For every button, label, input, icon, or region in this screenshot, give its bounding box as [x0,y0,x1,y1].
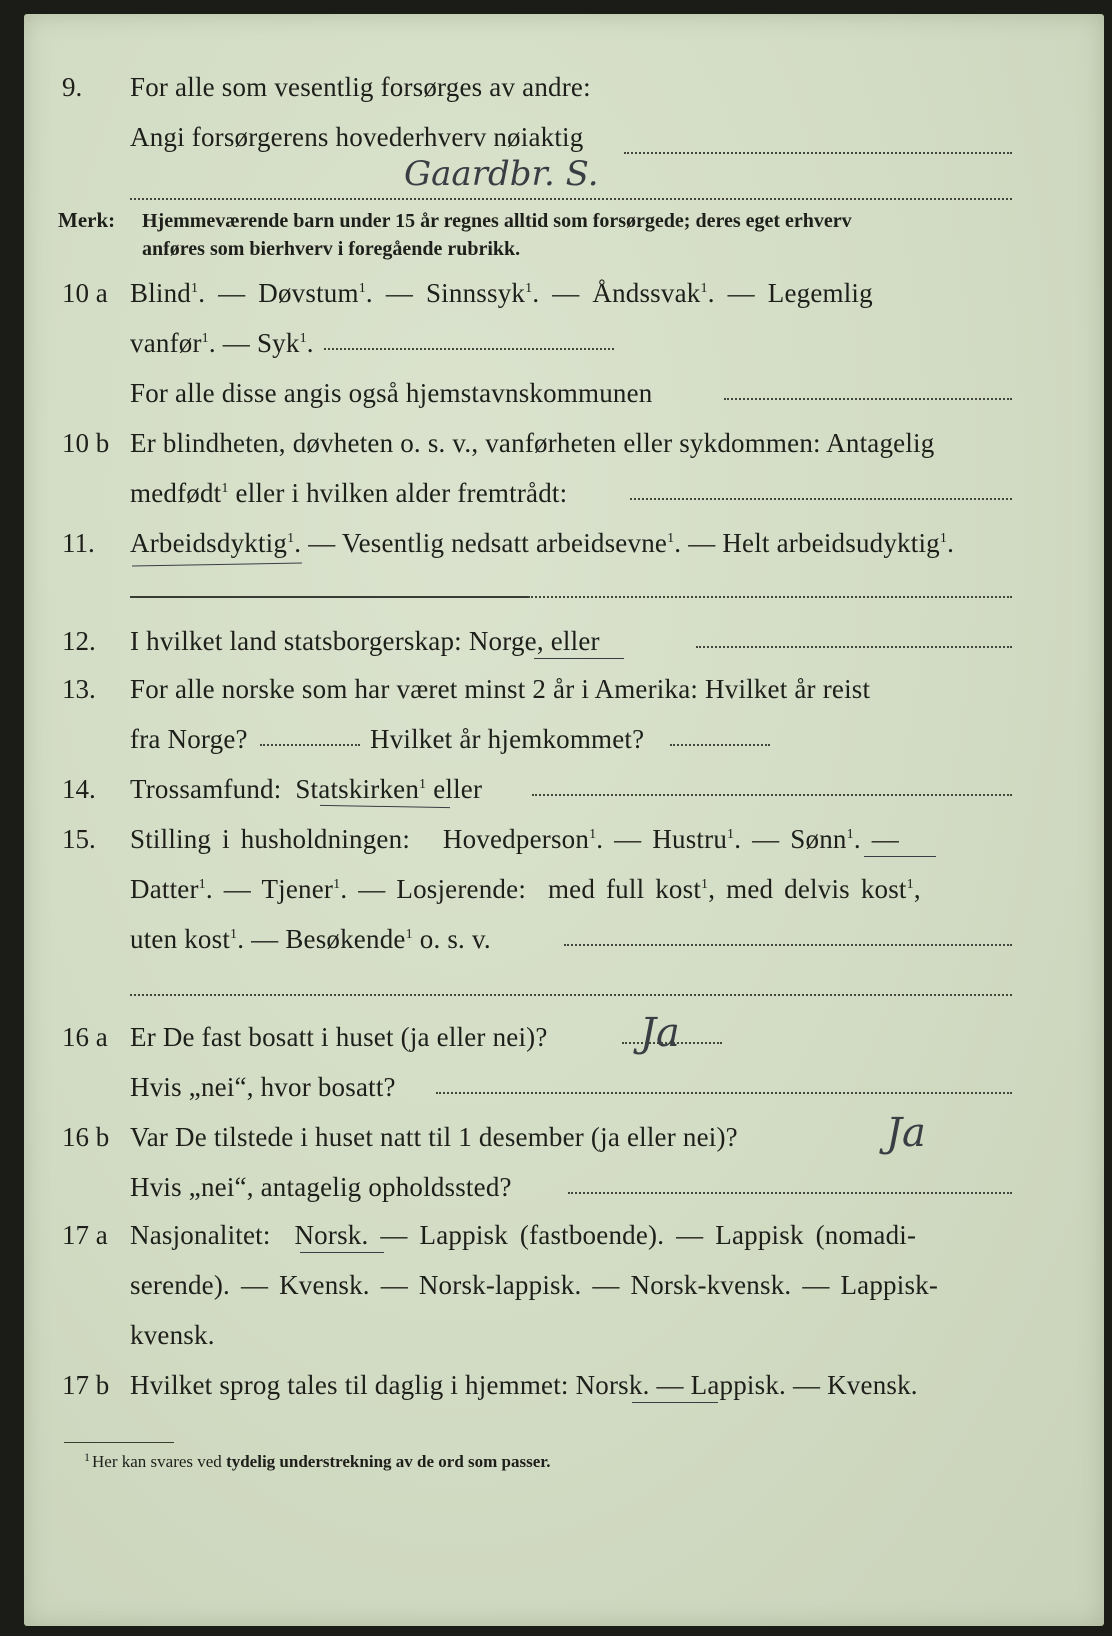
question-text: uten kost$^1$. — Besøkende$^1$ o. s. v. [130,924,491,954]
answer-line [630,498,1012,500]
handwritten-underline [632,1402,718,1403]
question-number: 16 a [62,1022,108,1052]
answer-line [724,398,1012,400]
answer-line [436,1092,1012,1094]
question-number: 9. [62,72,83,102]
answer-line [624,152,1012,154]
answer-line [696,646,1012,648]
option-norsk: Norsk. [575,1370,650,1400]
question-text: Er blindheten, døvheten o. s. v., vanførheten eller sykdommen: Antagelig [130,428,935,458]
question-text: Arbeidsdyktig$^1$. — Vesentlig nedsatt arbeidsevne$^1$. — Helt arbeidsudyktig$^1$. [130,528,955,558]
question-text: Blind$^1$. — Døvstum$^1$. — Sinnssyk$^1$. — Åndssvak$^1$. — Legemlig [130,278,873,308]
answer-line [564,944,1012,946]
question-text: Stilling i husholdningen: Hovedperson$^1$. — Hustru$^1$. — Sønn$^1$. — [130,824,899,854]
option-andssvak: Åndssvak [592,278,701,308]
question-text: vanfør$^1$. — Syk$^1$. [130,328,314,358]
handwritten-underline [132,563,302,567]
option-vanfor: vanfør [130,328,202,358]
option-arbeidsdyktig: Arbeidsdyktig [130,528,288,558]
question-text: I hvilket land statsborgerskap: Norge, eller [130,626,600,656]
question-text: Nasjonalitet: Norsk. — Lappisk (fastboende). — Lappisk (nomadi- [130,1220,917,1250]
question-text: serende). — Kvensk. — Norsk-lappisk. — Norsk-kvensk. — Lappisk- [130,1270,939,1300]
footnote: 1 Her kan svares ved tydelig understrekning av de ord som passer. [84,1450,551,1471]
question-number: 10 a [62,278,108,308]
answer-line [130,198,1012,200]
question-text: For alle norske som har været minst 2 år i Amerika: Hvilket år reist [130,674,871,704]
question-number: 17 a [62,1220,108,1250]
handwritten-underline [864,856,936,857]
answer-line [324,348,614,350]
question-number: 10 b [62,428,110,458]
answer-line [622,1042,722,1044]
question-text: Hvis „nei“, hvor bosatt? [130,1072,396,1102]
option-uten-kost: uten kost [130,924,231,954]
separator [528,596,1012,598]
question-text: For alle som vesentlig forsørges av andre: [130,72,591,102]
question-number: 11. [62,528,95,558]
option-dovstum: Døvstum [258,278,359,308]
answer-line [532,794,1012,796]
option-legemlig: Legemlig [767,278,873,308]
question-text: Angi forsørgerens hovederhverv nøiaktig [130,122,584,152]
question-number: 13. [62,674,96,704]
option-vesentlig: Vesentlig nedsatt arbeidsevne [341,528,668,558]
question-text: Er De fast bosatt i huset (ja eller nei)? [130,1022,548,1052]
note-text: Hjemmeværende barn under 15 år regnes alltid som forsørgede; deres eget erhverv [142,210,852,232]
question-number: 14. [62,774,96,804]
handwritten-answer: Gaardbr. S. [404,154,599,194]
handwritten-answer: Ja [886,1110,926,1156]
separator [130,994,1012,996]
option-helt: Helt arbeidsudyktig [722,528,940,558]
answer-line [670,744,770,746]
option-full-kost: med full kost [547,874,702,904]
census-form-page [24,14,1104,1626]
question-text: Hvis „nei“, antagelig opholdssted? [130,1172,512,1202]
question-text: Datter$^1$. — Tjener$^1$. — Losjerende: med full kost$^1$, med delvis kost$^1$, [130,874,921,904]
option-syk: Syk [256,328,300,358]
option-hustru: Hustru [652,824,728,854]
option-norsk: Norsk. [294,1220,369,1250]
note-text: anføres som bierhverv i foregående rubrikk. [142,238,521,260]
handwritten-underline [300,1252,384,1253]
handwritten-underline [534,658,624,659]
option-delvis-kost: med delvis kost [726,874,907,904]
question-number: 16 b [62,1122,110,1152]
option-blind: Blind [130,278,192,308]
question-text: Hvilket år hjemkommet? [370,724,645,754]
question-text: Hvilket sprog tales til daglig i hjemmet: Norsk. — Lappisk. — Kvensk. [130,1370,918,1400]
note-label: Merk: [58,208,116,232]
option-sonn: Sønn [790,824,847,854]
question-number: 17 b [62,1370,110,1400]
option-besokende: Besøkende [285,924,406,954]
question-text: kvensk. [130,1320,215,1350]
option-norge: Norge [468,626,537,656]
answer-line [568,1192,1012,1194]
footnote-rule [64,1442,174,1443]
separator [130,596,528,598]
option-statskirken: Statskirken [295,774,420,804]
option-datter: Datter [130,874,199,904]
handwritten-answer: Ja [640,1010,680,1056]
question-text: Var De tilstede i huset natt til 1 desember (ja eller nei)? [130,1122,738,1152]
question-text: For alle disse angis også hjemstavnskommunen [130,378,653,408]
option-sinnssyk: Sinnssyk [425,278,526,308]
question-text: fra Norge? [130,724,248,754]
answer-line [260,744,360,746]
option-hovedperson: Hovedperson [442,824,590,854]
option-tjener: Tjener [261,874,334,904]
question-text: medfødt$^1$ eller i hvilken alder fremtrådt: [130,478,568,508]
handwritten-underline [320,805,450,808]
question-number: 15. [62,824,96,854]
question-text: Trossamfund: Statskirken$^1$ eller [130,774,483,804]
question-number: 12. [62,626,96,656]
footnote-mark: 1 [84,1450,90,1464]
